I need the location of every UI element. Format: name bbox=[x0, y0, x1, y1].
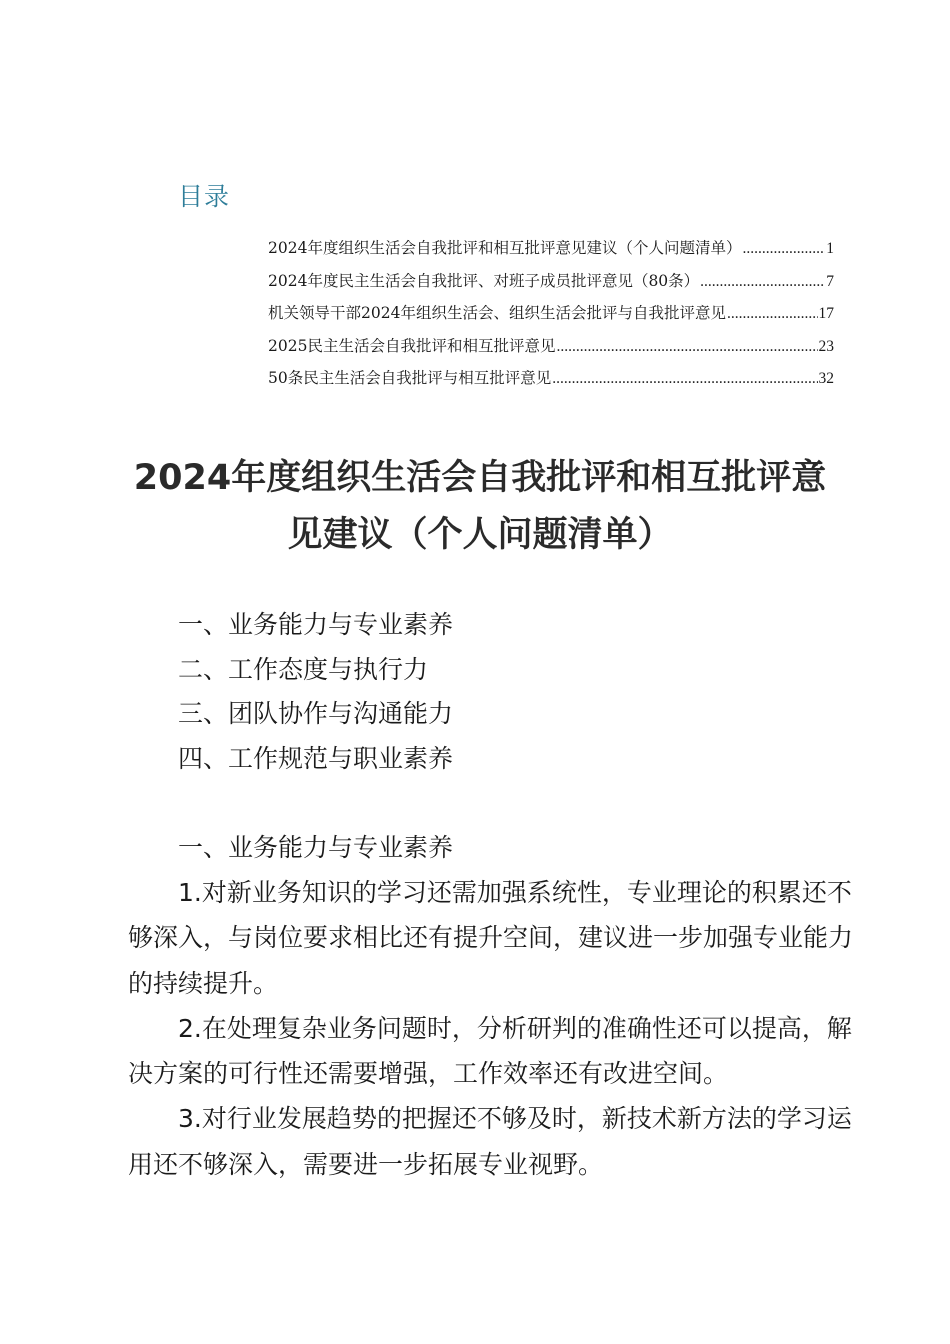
section-heading: 一、业务能力与专业素养 bbox=[178, 833, 454, 862]
toc-entry-page: 17 bbox=[818, 305, 834, 322]
toc-entry[interactable] bbox=[268, 334, 834, 367]
toc-leader-dots bbox=[727, 302, 818, 326]
toc-entry-title: 50条民主生活会自我批评与相互批评意见 bbox=[268, 369, 552, 387]
toc-entry-title: 2024年度民主生活会自我批评、对班子成员批评意见（80条） bbox=[268, 271, 700, 290]
toc-entry[interactable] bbox=[268, 269, 834, 302]
toc-leader-dots bbox=[700, 270, 825, 294]
toc-entry-title: 2025民主生活会自我批评和相互批评意见 bbox=[268, 336, 556, 355]
toc-entry[interactable] bbox=[268, 301, 834, 334]
document-title-line: 见建议（个人问题清单） bbox=[287, 515, 673, 555]
toc-entry[interactable] bbox=[268, 366, 834, 399]
outline-item: 一、业务能力与专业素养 bbox=[178, 610, 454, 639]
outline-item: 三、团队协作与沟通能力 bbox=[178, 699, 454, 728]
section-body bbox=[128, 870, 856, 1187]
toc-entry-page: 1 bbox=[826, 240, 834, 257]
document-title bbox=[100, 450, 860, 564]
toc-leader-dots bbox=[742, 237, 825, 261]
toc-leader-dots bbox=[552, 367, 817, 391]
document-title-line: 2024年度组织生活会自我批评和相互批评意 bbox=[133, 458, 827, 498]
toc-heading: 目录 bbox=[178, 182, 231, 211]
toc-entry-page: 32 bbox=[818, 370, 834, 387]
body-paragraph: 1.对新业务知识的学习还需加强系统性，专业理论的积累还不够深入，与岗位要求相比还有提升空间，建议进一步加强专业能力的持续提升。 bbox=[128, 878, 854, 998]
toc-entry-page: 7 bbox=[826, 272, 834, 290]
body-paragraph: 3.对行业发展趋势的把握还不够及时，新技术新方法的学习运用还不够深入，需要进一步拓展专业视野。 bbox=[128, 1104, 852, 1179]
toc-entry-title: 机关领导干部2024年组织生活会、组织生活会批评与自我批评意见 bbox=[268, 304, 726, 322]
toc-entry-page: 23 bbox=[818, 337, 834, 355]
table-of-contents bbox=[268, 236, 834, 399]
outline-item: 四、工作规范与职业素养 bbox=[178, 743, 454, 773]
outline-item: 二、工作态度与执行力 bbox=[178, 654, 429, 684]
toc-entry-title: 2024年度组织生活会自我批评和相互批评意见建议（个人问题清单） bbox=[268, 239, 742, 257]
toc-entry[interactable] bbox=[268, 236, 834, 269]
section-outline bbox=[178, 603, 453, 781]
toc-leader-dots bbox=[556, 335, 817, 359]
body-paragraph: 2.在处理复杂业务问题时，分析研判的准确性还可以提高，解决方案的可行性还需要增强，工作效率还有改进空间。 bbox=[128, 1013, 852, 1089]
